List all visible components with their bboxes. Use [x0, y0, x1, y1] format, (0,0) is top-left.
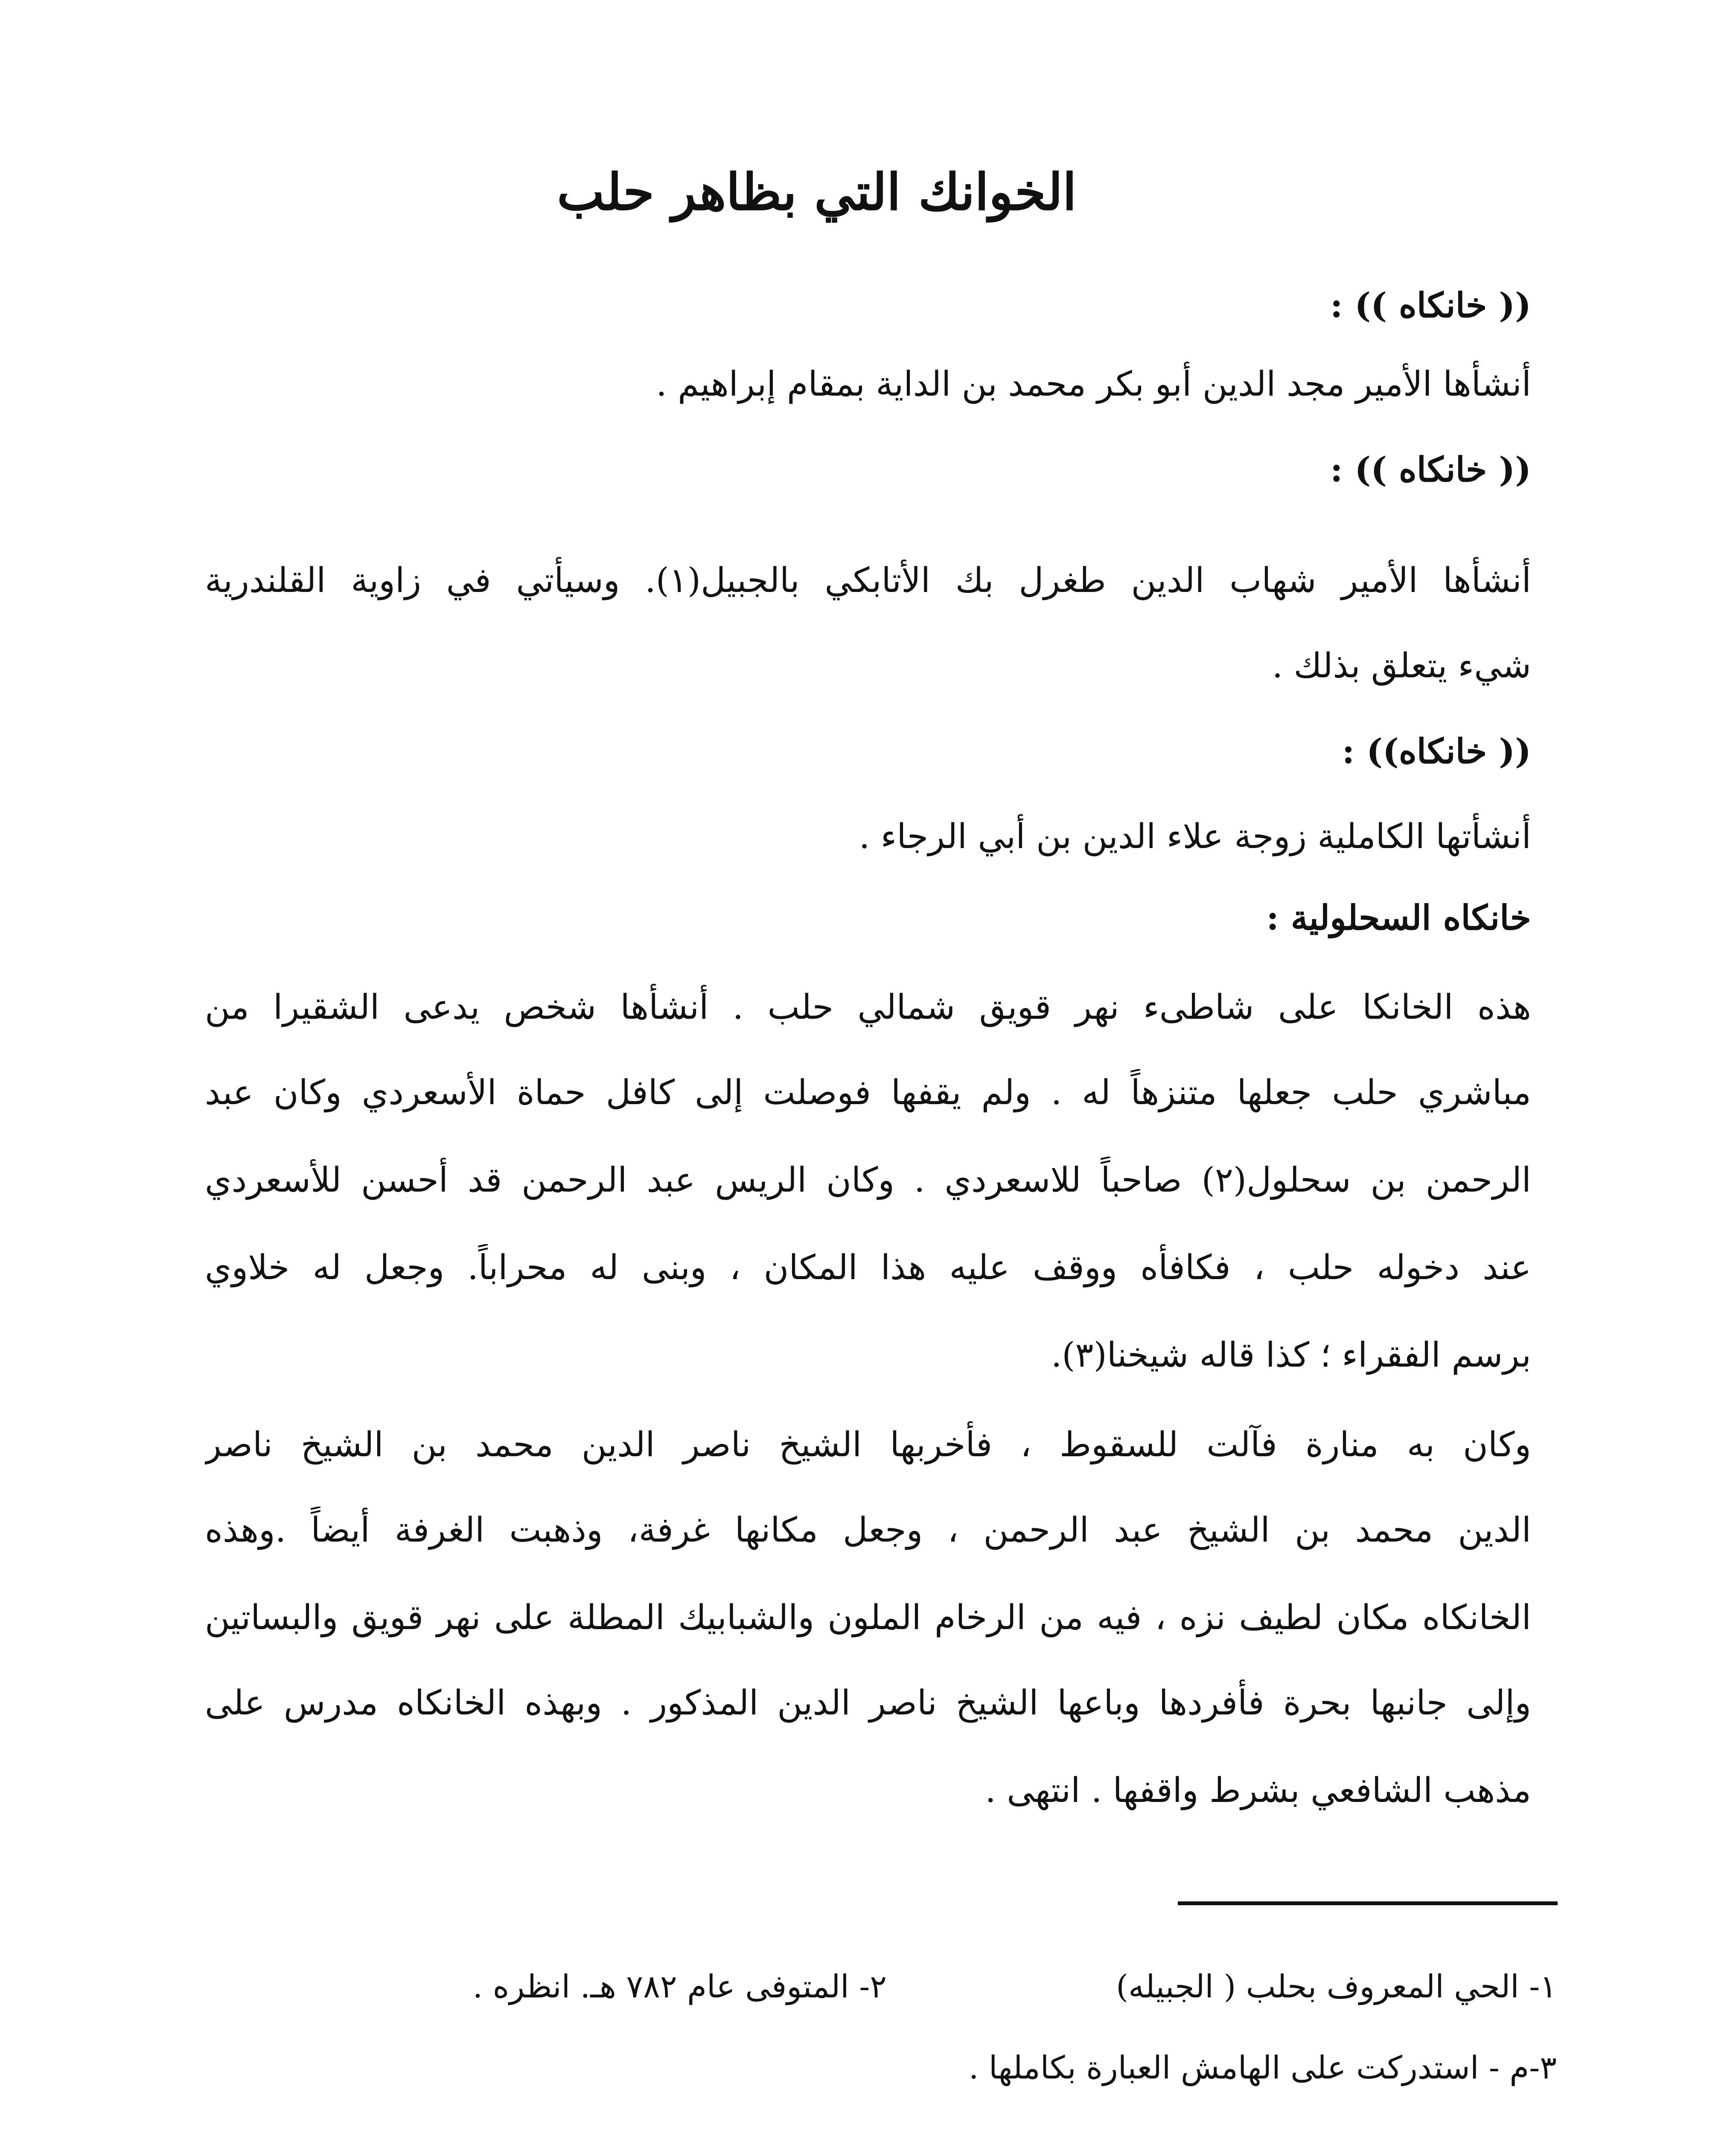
body-line: هذه الخانكا على شاطىء نهر قويق شمالي حلب . أنشأها شخص يدعى الشقيرا من: [205, 987, 1531, 1027]
body-line: وكان به منارة فآلت للسقوط ، فأخربها الشيخ ناصر الدين محمد بن الشيخ ناصر: [205, 1425, 1531, 1464]
body-line: أنشأتها الكاملية زوجة علاء الدين بن أبي الرجاء .: [859, 816, 1531, 856]
footnote-1: ١- الحي المعروف بحلب ( الجبيله): [1116, 1968, 1557, 2005]
body-line: برسم الفقراء ؛ كذا قاله شيخنا(٣).: [1051, 1335, 1531, 1375]
body-line: وإلى جانبها بحرة فأفردها وباعها الشيخ ناصر الدين المذكور . وبهذه الخانكاه مدرس على: [205, 1683, 1531, 1723]
body-line: عند دخوله حلب ، فكافأه ووقف عليه هذا المكان ، وبنى له محراباً. وجعل له خلاوي: [205, 1248, 1531, 1287]
footnote-divider: [1178, 1901, 1558, 1905]
body-line: مذهب الشافعي بشرط واقفها . انتهى .: [985, 1770, 1531, 1810]
footnote-2: ٢- المتوفى عام ٧٨٢ هـ. انظره .: [472, 1968, 887, 2005]
section-heading: (( خانكاه )) :: [1330, 285, 1531, 325]
body-line: مباشري حلب جعلها متنزهاً له . ولم يقفها فوصلت إلى كافل حماة الأسعردي وكان عبد: [205, 1073, 1531, 1112]
footnote-3: ٣-م - استدركت على الهامش العبارة بكاملها .: [968, 2049, 1557, 2086]
body-line: الدين محمد بن الشيخ عبد الرحمن ، وجعل مكانها غرفة، وذهبت الغرفة أيضاً .وهذه: [205, 1510, 1531, 1550]
page-title: الخوانك التي بظاهر حلب: [557, 162, 1077, 222]
body-line: الرحمن بن سحلول(٢) صاحباً للاسعردي . وكان الريس عبد الرحمن قد أحسن للأسعردي: [205, 1160, 1531, 1200]
section-heading: (( خانكاه)) :: [1342, 731, 1531, 771]
section-heading: (( خانكاه )) :: [1330, 449, 1531, 490]
body-line: أنشأها الأمير شهاب الدين طغرل بك الأتابكي بالجبيل(١). وسيأتي في زاوية القلندرية: [205, 560, 1531, 600]
body-line: شيء يتعلق بذلك .: [1272, 646, 1531, 685]
section-heading: خانكاه السحلولية :: [1266, 898, 1531, 938]
body-line: أنشأها الأمير مجد الدين أبو بكر محمد بن الداية بمقام إبراهيم .: [656, 364, 1531, 404]
body-line: الخانكاه مكان لطيف نزه ، فيه من الرخام الملون والشبابيك المطلة على نهر قويق والبساتين: [205, 1598, 1531, 1637]
